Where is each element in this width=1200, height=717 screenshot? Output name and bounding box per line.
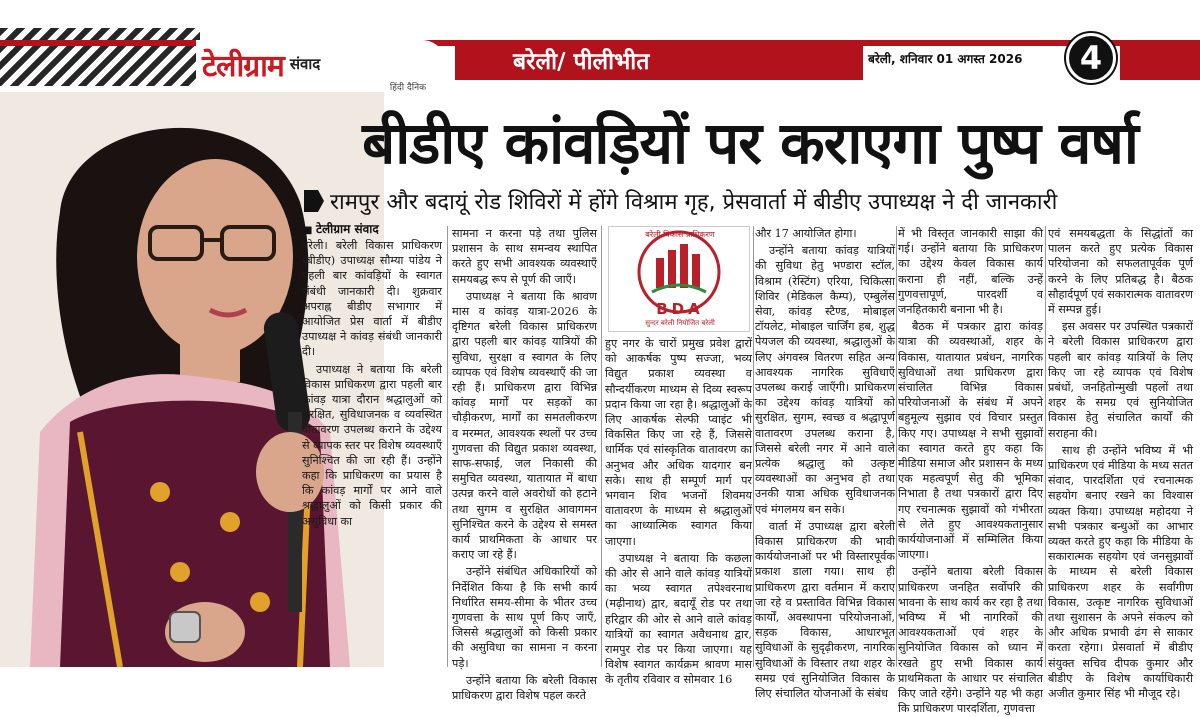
- column-divider: [447, 226, 448, 667]
- paragraph: और 17 आयोजित होगा।: [755, 227, 857, 240]
- bda-tagline: सुन्दर बरेली नियोजित बरेली: [645, 319, 715, 327]
- paragraph: एवं समयबद्धता के सिद्धांतों का पालन करते हुए प्रत्येक विकास परियोजना को सफलतापूर्वक पूर्ण करने के लिए प्रतिबद्ध है। बैठक सौहार्दपूर्ण एवं सकारात्मक वातावरण में सम्पन्न हुई।: [1048, 227, 1193, 317]
- paragraph: उन्होंने बताया कांवड़ यात्रियों की सुविधा हेतु भण्डारा स्टॉल, विश्राम (रेस्टिंग) एरिया, चिकित्सा शिविर (मेडिकल कैम्प), एम्बुलेंस सेवा, कांवड़ स्टैण्ड, मोबाइल टॉयलेट, मोबाइल चार्जिंग हब, शुद्ध पेयजल की व्यवस्था, श्रद्धालुओं के लिए अंगवस्त्र वितरण सहित अन्य आवश्यक नागरिक सुविधाएँ उपलब्ध कराई जाएँगी। प्राधिकरण का उद्देश्य कांवड़ यात्रियों को सुरक्षित, सुगम, स्वच्छ व श्रद्धापूर्ण वातावरण उपलब्ध कराना है, जिससे बरेली नगर में आने वाले प्रत्येक श्रद्धालु को उत्कृष्ट व्यवस्थाओं का अनुभव हो तथा उनकी यात्रा अधिक सुविधाजनक एवं मंगलमय बन सके।: [755, 244, 895, 516]
- article-column-3: [605, 336, 752, 687]
- page-number: 4: [1066, 33, 1116, 83]
- paragraph: वार्ता में उपाध्यक्ष द्वारा बरेली विकास प्राधिकरण की भावी कार्ययोजनाओं पर भी विस्तारपूर्वक प्रकाश डाला गया। साथ ही प्राधिकरण द्वारा वर्तमान में कराए जा रहे व प्रस्तावित विभिन्न विकास कार्यों, अवस्थापना परियोजनाओं, सड़क विकास, आधारभूत सुविधाओं के सुदृढ़ीकरण, नागरिक सुविधाओं के विस्तार तथा शहर के समग्र एवं सुनियोजित विकास के लिए संचालित योजनाओं के संबंध: [755, 519, 895, 701]
- article-column-5: [898, 226, 1043, 716]
- masthead-stripes: [0, 28, 200, 86]
- paragraph: साथ ही उन्होंने भविष्य में भी प्राधिकरण एवं मीडिया के मध्य सतत संवाद, पारदर्शिता एवं रचनात्मक सहयोग बनाए रखने का विश्वास व्यक्त किया। उपाध्यक्ष महोदया ने सभी पत्रकार बन्धुओं का आभार व्यक्त करते हुए कहा कि मीडिया के सकारात्मक सहयोग एवं जनसुझावों के माध्यम से बरेली विकास प्राधिकरण शहर के सर्वांगीण विकास, उत्कृष्ट नागरिक सुविधाओं तथा सुशासन के अपने संकल्प को और अधिक प्रभावी ढंग से साकार करता रहेगा। प्रेसवार्ता में बीडीए संयुक्त सचिव दीपक कुमार और बीडीए के विशेष कार्याधिकारी अजीत कुमार सिंह भी मौजूद रहे।: [1048, 443, 1193, 701]
- paragraph: उपाध्यक्ष ने बताया कि बरेली विकास प्राधिकरण द्वारा पहली बार कांवड़ यात्रा दौरान श्रद्धालुओं को सुरक्षित, सुविधाजनक व व्यवस्थित वातावरण उपलब्ध कराने के उद्देश्य से व्यापक स्तर पर विशेष व्यवस्थाएँ सुनिश्चित की जा रही हैं। उन्होंने कहा कि प्राधिकरण का प्रयास है कि कांवड़ मार्गों पर आने वाले श्रद्धालुओं को किसी प्रकार की असुविधा का: [302, 362, 442, 528]
- paragraph: बरेली। बरेली विकास प्राधिकरण (बीडीए) उपाध्यक्ष सौम्या पांडेय ने पहली बार कांवड़ियों के स्वागत संबंधी जानकारी दी। शुक्रवार अपराह्न बीडीए सभागार में आयोजित प्रेस वार्ता में बीडीए उपाध्यक्ष ने कांवड़ संबंधी जानकारी दी।: [302, 239, 442, 359]
- logo-main-text: टेलीग्राम: [202, 48, 284, 84]
- masthead-red-end: [1120, 40, 1200, 80]
- bda-letters: BDA: [656, 300, 704, 318]
- paragraph: उन्होंने बताया कि बरेली विकास प्राधिकरण द्वारा विशेष पहल करते: [452, 673, 597, 703]
- paragraph: उपाध्यक्ष ने बताया कि श्रावण मास व कांवड़ यात्रा-2026 के दृष्टिगत बरेली विकास प्राधिकरण द्वारा पहली बार कांवड़ यात्रियों की सुविधा, सुरक्षा व स्वागत के लिए व्यापक एवं विशेष व्यवस्थाएँ की जा रही हैं। प्राधिकरण द्वारा विभिन्न कांवड़ मार्गों पर सड़कों का चौड़ीकरण, मार्गों का समतलीकरण व मरम्मत, आवश्यक स्थलों पर उच्च गुणवत्ता की विद्युत प्रकाश व्यवस्था, साफ-सफाई, जल निकासी की समुचित व्यवस्था, यातायात में बाधा उत्पन्न करने वाले अवरोधों को हटाने तथा सुगम व सुरक्षित आवागमन सुनिश्चित करने के उद्देश्य से समस्त कार्य प्राथमिकता के आधार पर कराए जा रहे हैं।: [452, 289, 597, 562]
- paragraph: में भी विस्तृत जानकारी साझा की गई। उन्होंने बताया कि प्राधिकरण का उद्देश्य केवल विकास कार्य कराना ही नहीं, बल्कि उन्हें गुणवत्तापूर्ण, पारदर्शी व जनहितकारी बनाना भी है।: [898, 227, 1043, 317]
- paragraph: उन्होंने संबंधित अधिकारियों को निर्देशित किया है कि सभी कार्य निर्धारित समय-सीमा के भीतर उच्च गुणवत्ता के साथ पूर्ण किए जाएँ, जिससे श्रद्धालुओं को किसी प्रकार की असुविधा का सामना न करना पड़े।: [452, 565, 597, 670]
- byline: ■ टेलीग्राम संवाद: [303, 220, 379, 237]
- column-divider: [1045, 226, 1046, 667]
- paragraph: सामना न करना पड़े तथा पुलिस प्रशासन के साथ समन्वय स्थापित करते हुए सभी आवश्यक व्यवस्थाएँ समयबद्ध रूप से पूर्ण की जाएँ।: [452, 227, 597, 286]
- paragraph: उपाध्यक्ष ने बताया कि कछला की ओर से आने वाले कांवड़ यात्रियों का भव्य स्वागत तपेश्वरनाथ (मढ़ीनाथ) द्वार, बदायूँ रोड पर तथा हरिद्वार की ओर से आने वाले कांवड़ यात्रियों का स्वागत अवैधनाथ द्वार, रामपुर रोड पर किया जाएगा। यह विशेष स्वागत कार्यक्रम श्रावण मास के तृतीय रविवार व सोमवार 16: [605, 551, 752, 687]
- section-banner: [455, 40, 863, 80]
- article-column-1: [302, 238, 442, 667]
- headline: [300, 100, 1200, 180]
- paragraph: हुए नगर के चारों प्रमुख प्रवेश द्वारों को आकर्षक पुष्प सज्जा, भव्य विद्युत प्रकाश व्यवस्था व सौन्दर्यीकरण माध्यम से दिव्य स्वरूप प्रदान किया जा रहा है। श्रद्धालुओं के लिए आकर्षक सेल्फी प्वाइंट भी विकसित किए जा रहे हैं, जिससे धार्मिक एवं सांस्कृतिक वातावरण का अनुभव और अधिक यादगार बन सके। साथ ही सम्पूर्ण मार्ग पर भगवान शिव भजनों शिवमय वातावरण के माध्यम से श्रद्धालुओं का आध्यात्मिक स्वागत किया जाएगा।: [605, 337, 752, 548]
- subheadline: रामपुर और बदायूं रोड शिविरों में होंगे विश्राम गृह, प्रेसवार्ता में बीडीए उपाध्यक्ष ने दी जानकारी: [330, 190, 1058, 215]
- article-column-4: [755, 226, 895, 701]
- headline-text: बीडीए कांवड़ियों पर कराएगा पुष्प वर्षा: [362, 108, 1138, 177]
- bda-logo: [608, 226, 750, 332]
- logo-sub-text: संवाद: [289, 55, 321, 73]
- column-divider: [601, 226, 602, 667]
- paragraph: इस अवसर पर उपस्थित पत्रकारों ने बरेली विकास प्राधिकरण द्वारा पहली बार कांवड़ यात्रियों के लिए किए जा रहे व्यापक एवं विशेष प्रबंधों, जनहितोन्मुखी पहलों तथा शहर के समग्र एवं सुनियोजित विकास हेतु संचालित कार्यों की सराहना की।: [1048, 320, 1193, 440]
- column-divider: [753, 226, 754, 667]
- article-column-2: [452, 226, 597, 703]
- logo-tagline: हिंदी दैनिक: [389, 83, 426, 93]
- column-divider: [896, 226, 897, 667]
- section-title: बरेली/ पीलीभीत: [513, 49, 650, 75]
- bda-ring-text: बरेली विकास प्राधिकरण: [645, 230, 715, 239]
- article-column-6: [1048, 226, 1193, 701]
- paragraph: बैठक में पत्रकार द्वारा कांवड़ यात्रा की व्यवस्थाओं, शहर के विकास, यातायात प्रबंधन, नागरिक सुविधाओं तथा प्राधिकरण द्वारा संचालित विभिन्न विकास परियोजनाओं के संबंध में अपने बहुमूल्य सुझाव एवं विचार प्रस्तुत किए गए। उपाध्यक्ष ने सभी सुझावों का स्वागत करते हुए कहा कि मीडिया समाज और प्रशासन के मध्य एक महत्वपूर्ण सेतु की भूमिका निभाता है तथा पत्रकारों द्वारा दिए गए रचनात्मक सुझावों को गंभीरता से लेते हुए आवश्यकतानुसार कार्ययोजनाओं में सम्मिलित किया जाएगा।: [898, 320, 1043, 562]
- masthead: [0, 0, 1200, 92]
- dateline: बरेली, शनिवार 01 अगस्त 2026: [868, 52, 1023, 66]
- paragraph: उन्होंने बताया बरेली विकास प्राधिकरण जनहित सर्वोपरि की भावना के साथ कार्य कर रहा है तथा भविष्य में भी नागरिकों की आवश्यकताओं एवं शहर के सुनियोजित विकास को ध्यान में रखते हुए सभी विकास कार्य प्राथमिकता के आधार पर संचालित किए जाते रहेंगे। उन्होंने यह भी कहा कि प्राधिकरण पारदर्शिता, गुणवत्ता: [898, 565, 1043, 716]
